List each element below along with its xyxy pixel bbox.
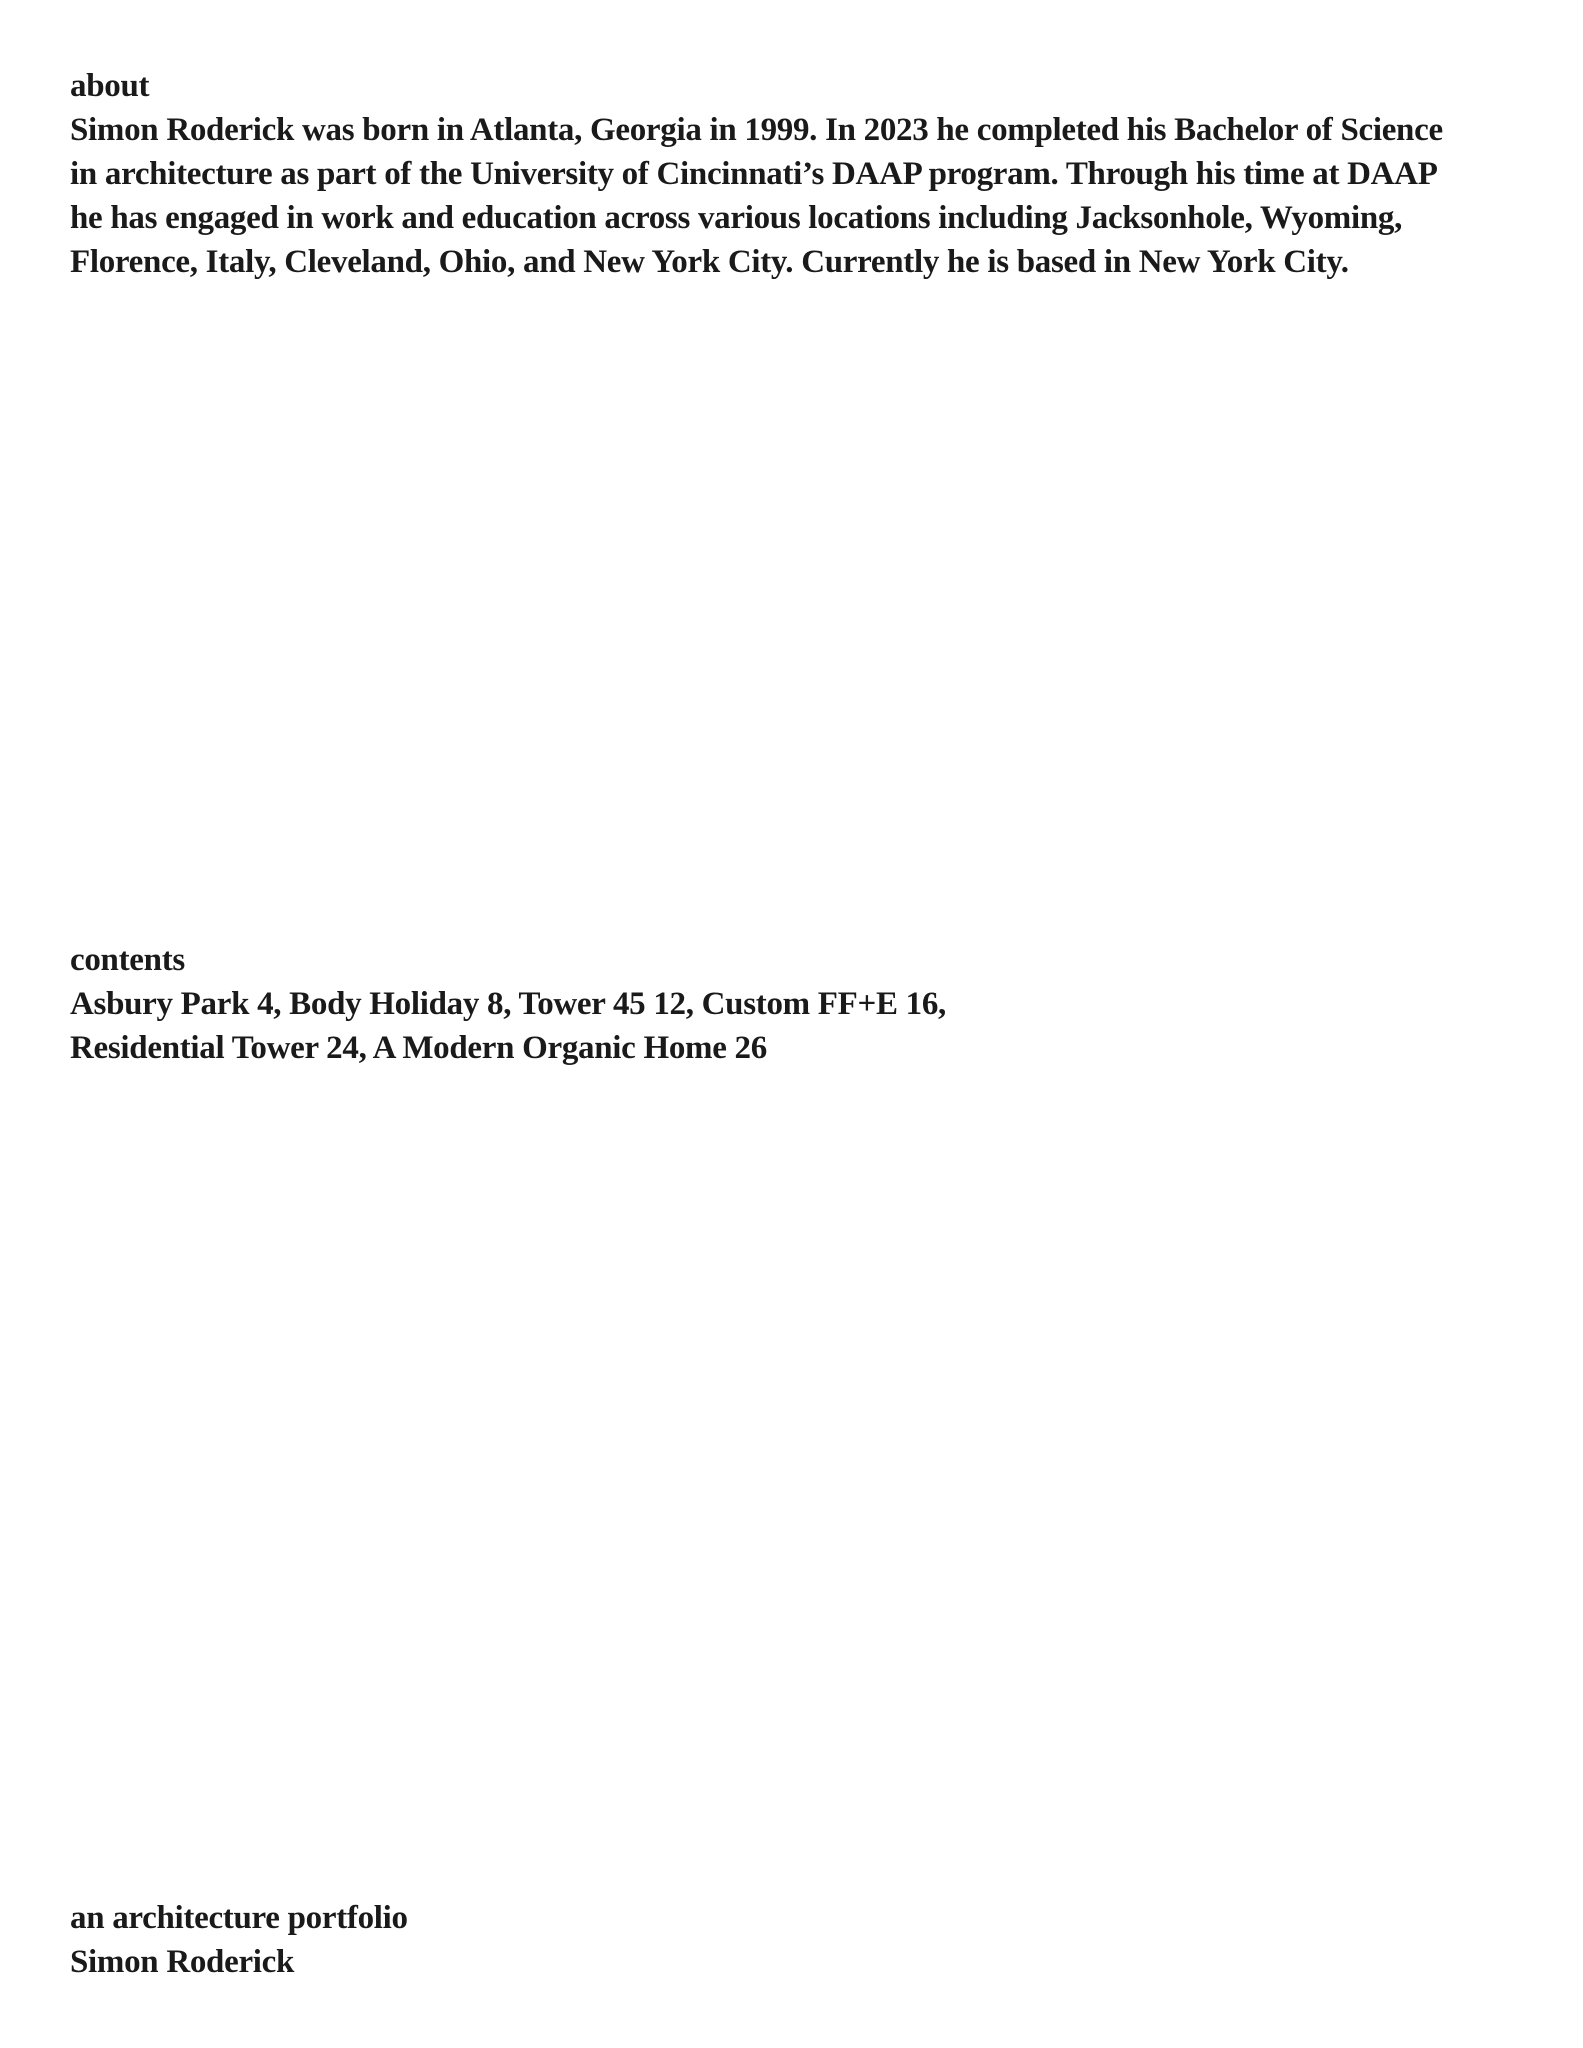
- contents-list-line: Asbury Park 4, Body Holiday 8, Tower 45 12, Custom FF+E 16,: [70, 986, 947, 1022]
- contents-list-line: Residential Tower 24, A Modern Organic Home 26: [70, 1030, 767, 1066]
- about-heading: about: [70, 68, 150, 104]
- about-text-line: Florence, Italy, Cleveland, Ohio, and New York City. Currently he is based in New York City.: [70, 244, 1349, 280]
- about-text-line: Simon Roderick was born in Atlanta, Georgia in 1999. In 2023 he completed his Bachelor of Science: [70, 112, 1443, 148]
- footer-section: [70, 1896, 408, 1984]
- author-name: Simon Roderick: [70, 1944, 295, 1980]
- about-text-line: he has engaged in work and education across various locations including Jacksonhole, Wyoming,: [70, 200, 1403, 236]
- about-section: [70, 64, 1443, 284]
- about-text-line: in architecture as part of the University of Cincinnati’s DAAP program. Through his time at DAAP: [70, 156, 1438, 192]
- contents-heading: contents: [70, 942, 185, 978]
- contents-section: [70, 938, 946, 1070]
- portfolio-subtitle: an architecture portfolio: [70, 1900, 408, 1936]
